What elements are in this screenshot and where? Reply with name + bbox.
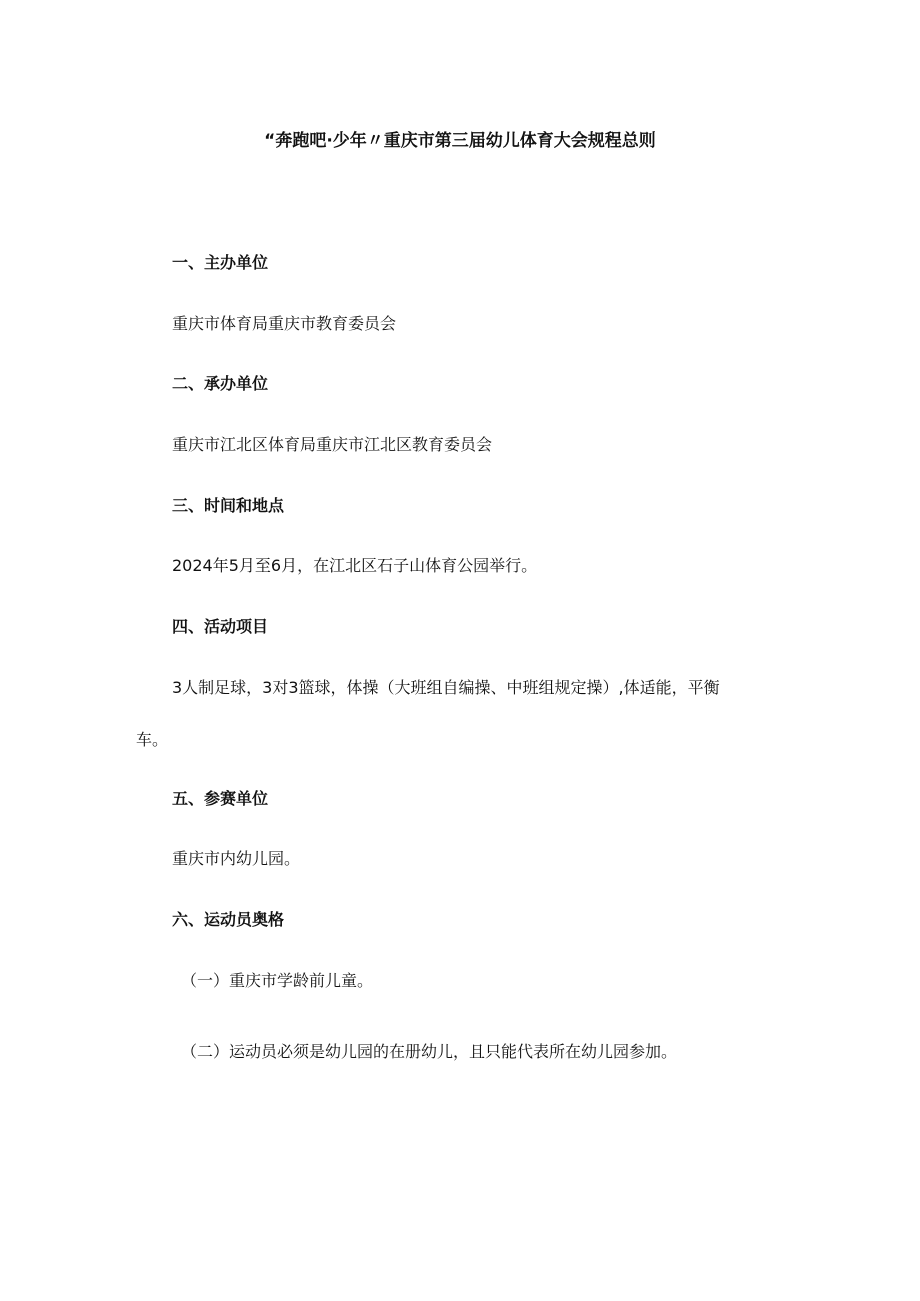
section-heading-host: 二、承办单位	[172, 374, 269, 393]
document-title: “奔跑吧·少年〃重庆市第三届幼儿体育大会规程总则	[264, 131, 656, 151]
section-text-events: 3人制足球，3对3篮球，体操（大班组自编操、中班组规定操）,体适能，平衡	[172, 678, 720, 697]
section-text-eligibility-1: （一）重庆市学龄前儿童。	[181, 971, 374, 990]
section-text-events-continued: 车。	[136, 730, 169, 749]
section-heading-time-place: 三、时间和地点	[172, 496, 285, 515]
section-heading-eligibility: 六、运动员奥格	[172, 910, 285, 929]
section-text-participants: 重庆市内幼儿园。	[172, 849, 301, 868]
section-text-host: 重庆市江北区体育局重庆市江北区教育委员会	[172, 435, 493, 454]
section-text-time-place: 2024年5月至6月，在江北区石子山体育公园举行。	[172, 556, 538, 575]
section-text-eligibility-2: （二）运动员必须是幼儿园的在册幼儿，且只能代表所在幼儿园参加。	[181, 1042, 678, 1061]
section-text-organizer: 重庆市体育局重庆市教育委员会	[172, 314, 397, 333]
section-heading-participants: 五、参赛单位	[172, 789, 269, 808]
section-heading-events: 四、活动项目	[172, 617, 269, 636]
section-heading-organizer: 一、主办单位	[172, 253, 269, 272]
